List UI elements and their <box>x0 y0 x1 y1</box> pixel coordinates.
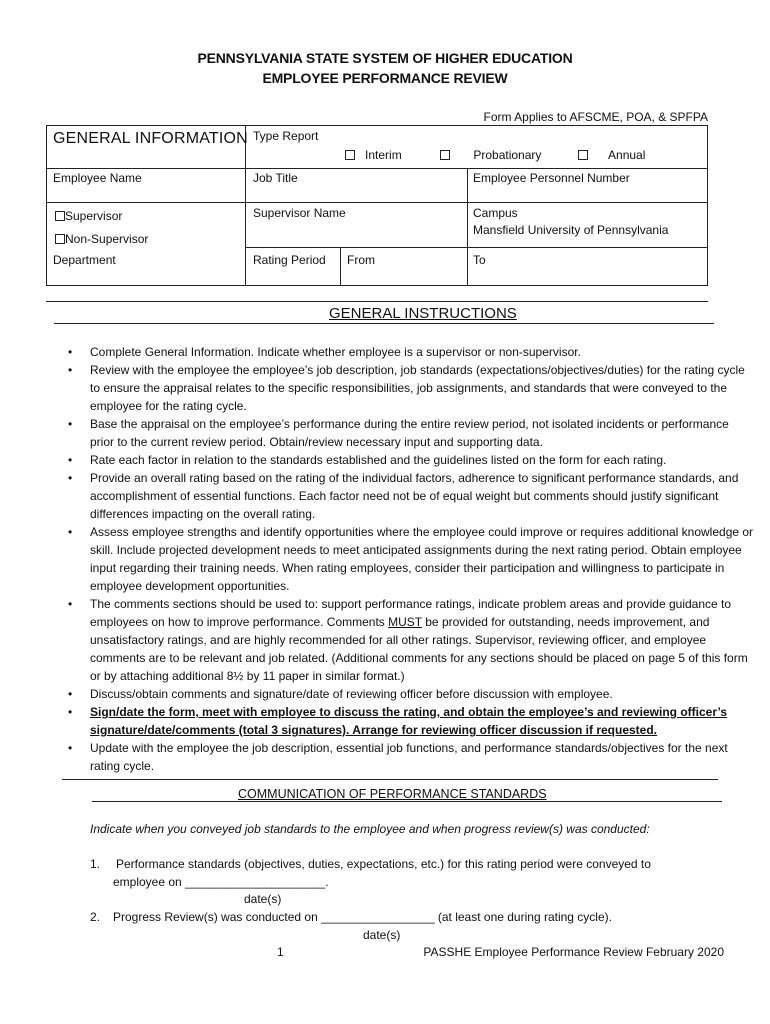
from-label: From <box>347 253 375 267</box>
non-supervisor-option[interactable] <box>55 232 148 246</box>
separator-line <box>62 779 718 780</box>
rating-period-label: Rating Period <box>253 253 326 267</box>
annual-checkbox[interactable] <box>578 150 588 160</box>
interim-checkbox[interactable] <box>345 150 355 160</box>
communication-note: Indicate when you conveyed job standards to the employee and when progress review(s) was conducted: <box>90 822 650 836</box>
non-supervisor-checkbox[interactable] <box>55 234 65 244</box>
form-title-line2: EMPLOYEE PERFORMANCE REVIEW <box>262 70 508 86</box>
general-information-table <box>46 125 708 286</box>
page-number: 1 <box>277 945 284 959</box>
grid-divider <box>340 247 341 285</box>
annual-option[interactable] <box>578 148 645 162</box>
probationary-label: Probationary <box>473 148 542 162</box>
job-title-label: Job Title <box>253 171 298 185</box>
interim-label: Interim <box>365 148 402 162</box>
must-emphasis: MUST <box>388 615 422 629</box>
item-2-number: 2. <box>90 910 101 924</box>
item-1-line1: Performance standards (objectives, duties, expectations, etc.) for this rating period were conveyed to <box>116 857 651 871</box>
list-item: • Assess employee strengths and identify opportunities where the employee could improve or requires additional knowledge or skill. Include projected development needs to meet anticipated assignments during the next rating period. Obtain employee input regarding their training needs. When rating employees, consider their participation and willingness to participate in employee development opportunities. <box>90 523 755 595</box>
list-item: • Update with the employee the job description, essential job functions, and performance standards/objectives for the next rating cycle. <box>90 739 755 775</box>
comments-text: The comments sections should be used to: support performance ratings, indicate problem areas and provide guidance to employees on how to improve performance. Comments <box>90 597 732 629</box>
item-1-line2[interactable]: employee on _____________________. <box>113 875 329 889</box>
form-title-line1: PENNSYLVANIA STATE SYSTEM OF HIGHER EDUCATION <box>197 50 573 66</box>
list-item: • Base the appraisal on the employee’s performance during the entire review period, not isolated incidents or performance prior to the current review period. Obtain/review necessary input and supporting data. <box>90 415 755 451</box>
general-instructions-heading: GENERAL INSTRUCTIONS <box>329 305 517 322</box>
grid-divider <box>245 247 707 248</box>
grid-divider <box>47 202 707 203</box>
supervisor-option[interactable] <box>55 209 122 223</box>
list-item: • Provide an overall rating based on the rating of the individual factors, adherence to significant performance standards, and accomplishment of essential functions. Each factor need not be of equal weight but comments should justify significant differences impacting on the overall rating. <box>90 469 755 523</box>
probationary-checkbox[interactable] <box>440 150 450 160</box>
applies-to-note: Form Applies to AFSCME, POA, & SPFPA <box>483 110 708 124</box>
list-item: • Review with the employee the employee’s job description, job standards (expectations/objectives/duties) for the rating cycle to ensure the appraisal relates to the specific responsibilities, job assignments, and standards that were conveyed to the employee for the rating cycle. <box>90 361 755 415</box>
annual-label: Annual <box>608 148 646 162</box>
item-2-text[interactable]: Progress Review(s) was conducted on _________________ (at least one during rating cycle). <box>113 910 612 924</box>
item-1-number: 1. <box>90 857 101 871</box>
type-report-label: Type Report <box>253 129 319 143</box>
grid-divider <box>245 126 246 285</box>
general-information-heading: GENERAL INFORMATION <box>53 130 248 147</box>
grid-divider <box>467 168 468 285</box>
item-1-dates-label: date(s) <box>244 892 282 906</box>
communication-heading: COMMUNICATION OF PERFORMANCE STANDARDS <box>238 787 547 801</box>
campus-value: Mansfield University of Pennsylvania <box>473 223 669 237</box>
sign-date-instruction: Sign/date the form, meet with employee to discuss the rating, and obtain the employee’s and reviewing officer’s signature/date/comments (total 3 signatures). Arrange for reviewing officer discussion if requested. <box>90 705 728 737</box>
personnel-number-label: Employee Personnel Number <box>473 171 630 185</box>
comments-text-tail: be provided for outstanding, needs improvement, and unsatisfactory ratings, and are highly recommended for all other ratings. Supervisor, reviewing officer, and employee comments are to be relevant and job related. (Additional comments for any sections should be placed on page 5 of this form or by attaching additional 8½ by 11 paper in similar format.) <box>90 615 748 683</box>
supervisor-checkbox[interactable] <box>55 211 65 221</box>
list-item: • Complete General Information. Indicate whether employee is a supervisor or non-supervisor. <box>90 343 755 361</box>
separator-line <box>54 323 714 324</box>
employee-name-label: Employee Name <box>53 171 142 185</box>
list-item: • Rate each factor in relation to the standards established and the guidelines listed on the form for each rating. <box>90 451 755 469</box>
footer-text: PASSHE Employee Performance Review February 2020 <box>423 945 724 959</box>
interim-option[interactable] <box>345 148 402 162</box>
instructions-list <box>58 343 755 775</box>
separator-line <box>92 801 722 802</box>
item-2-dates-label: date(s) <box>363 928 401 942</box>
list-item: • Discuss/obtain comments and signature/date of reviewing officer before discussion with employee. <box>90 685 755 703</box>
to-label: To <box>473 253 486 267</box>
probationary-option[interactable] <box>440 148 541 162</box>
non-supervisor-label: Non-Supervisor <box>65 232 149 246</box>
list-item <box>90 595 755 685</box>
department-label: Department <box>53 253 116 267</box>
campus-label: Campus <box>473 206 518 220</box>
separator-line <box>46 301 708 302</box>
supervisor-label: Supervisor <box>65 209 123 223</box>
grid-divider <box>47 168 707 169</box>
list-item <box>90 703 755 739</box>
supervisor-name-label: Supervisor Name <box>253 206 346 220</box>
